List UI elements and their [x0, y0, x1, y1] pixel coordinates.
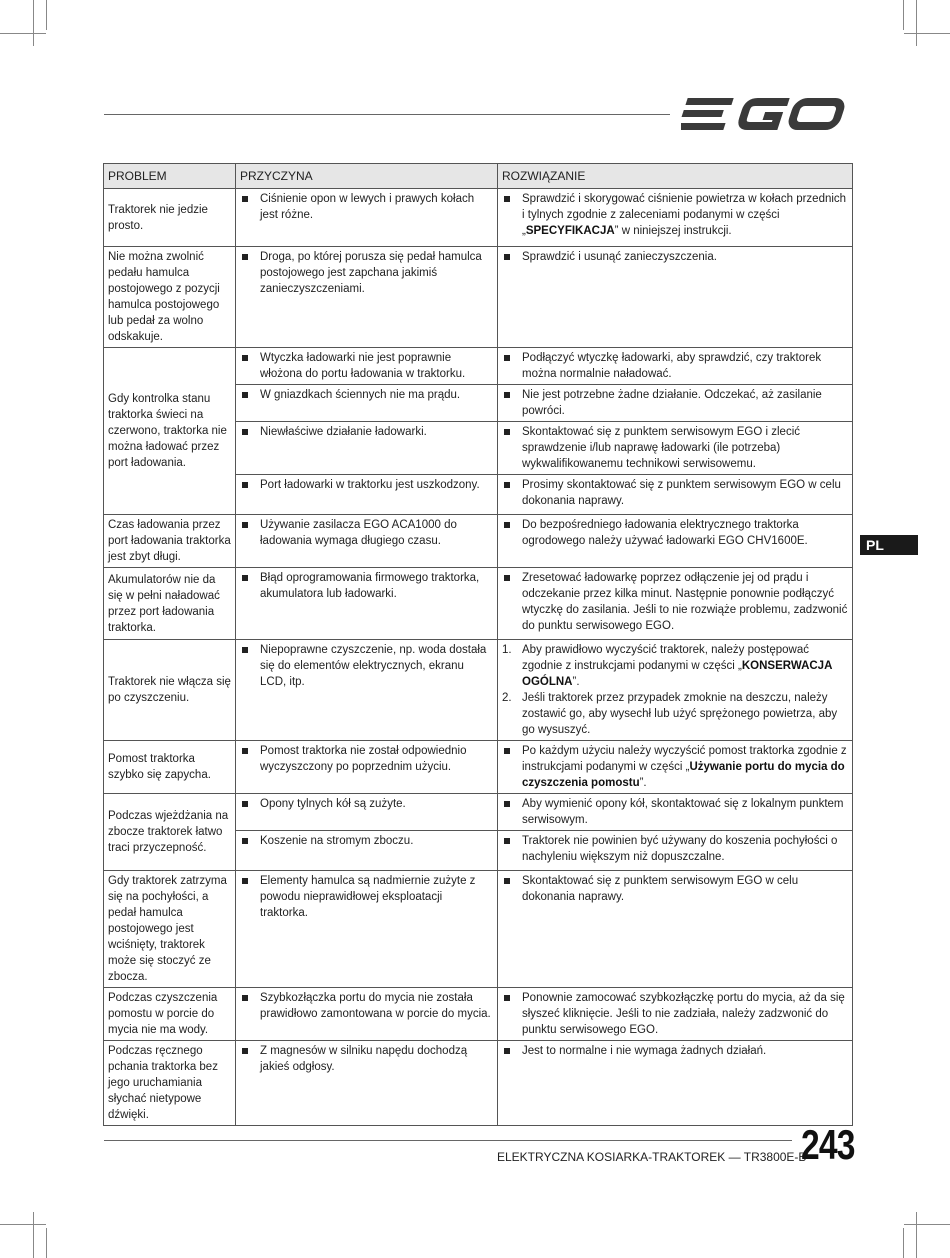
cause-cell [236, 988, 498, 1041]
cause-cell [236, 741, 498, 794]
solution-cell [498, 189, 853, 247]
cause-text: Niewłaściwe działanie ładowarki. [240, 424, 493, 440]
table-row [104, 871, 853, 988]
cause-text: Elementy hamulca są nadmiernie zużyte z powodu nieprawidłowej eksploatacji traktorka. [240, 873, 493, 921]
header-rule [104, 114, 670, 115]
solution-text: Prosimy skontaktować się z punktem serwisowym EGO w celu dokonania naprawy. [502, 477, 848, 509]
cause-text: Droga, po której porusza się pedał hamulca postojowego jest zapchana jakimiś zanieczyszczeniami. [240, 249, 493, 297]
cause-cell [236, 871, 498, 988]
cause-cell [236, 385, 498, 422]
header-problem: PROBLEM [104, 164, 236, 189]
solution-cell [498, 475, 853, 515]
crop-mark [903, 1228, 904, 1258]
problem-cell: Traktorek nie jedzie prosto. [104, 189, 236, 247]
solution-cell [498, 871, 853, 988]
problem-cell: Podczas czyszczenia pomostu w porcie do mycia nie ma wody. [104, 988, 236, 1041]
solution-cell [498, 831, 853, 871]
solution-text: Do bezpośredniego ładowania elektrycznego traktorka ogrodowego należy używać ładowarki EGO CHV1600E. [502, 517, 848, 549]
solution-text: Traktorek nie powinien być używany do koszenia pochyłości o nachyleniu większym niż dopuszczalne. [502, 833, 848, 865]
cause-cell [236, 247, 498, 348]
cause-text: Błąd oprogramowania firmowego traktorka, akumulatora lub ładowarki. [240, 570, 493, 602]
table-row [104, 988, 853, 1041]
solution-cell [498, 988, 853, 1041]
solution-step: 1. Aby prawidłowo wyczyścić traktorek, należy postępować zgodnie z instrukcjami podanymi w części „KONSERWACJA OGÓLNA”. [502, 644, 832, 688]
solution-text: Po każdym użyciu należy wyczyścić pomost traktorka zgodnie z instrukcjami podanymi w części „Używanie portu do mycia do czyszczenia pomostu”. [502, 743, 848, 791]
table-row [104, 568, 853, 640]
crop-mark [33, 1212, 34, 1258]
solution-cell [498, 568, 853, 640]
problem-cell: Akumulatorów nie da się w pełni naładować przez port ładowania traktorka. [104, 568, 236, 640]
problem-cell: Podczas ręcznego pchania traktorka bez jego uruchamiania słychać nietypowe dźwięki. [104, 1041, 236, 1126]
table-row [104, 741, 853, 794]
crop-mark [0, 33, 46, 34]
crop-mark [903, 0, 904, 30]
solution-text: Jest to normalne i nie wymaga żadnych działań. [502, 1043, 848, 1059]
header-cause: PRZYCZYNA [236, 164, 498, 189]
cause-text: Niepoprawne czyszczenie, np. woda dostała się do elementów elektrycznych, ekranu LCD, itp. [240, 642, 493, 690]
table-row [104, 247, 853, 348]
cause-cell [236, 640, 498, 741]
crop-mark [33, 0, 34, 46]
solution-cell [498, 794, 853, 831]
problem-cell: Gdy kontrolka stanu traktorka świeci na czerwono, traktorka nie można ładować przez port ładowania. [104, 348, 236, 515]
table-row [104, 515, 853, 568]
cause-text: Szybkozłączka portu do mycia nie została prawidłowo zamontowana w porcie do mycia. [240, 990, 493, 1022]
language-tab: PL [860, 535, 918, 555]
troubleshooting-table [103, 163, 853, 1126]
cause-cell [236, 189, 498, 247]
problem-cell: Gdy traktorek zatrzyma się na pochyłości, a pedał hamulca postojowego jest wciśnięty, traktorek może się stoczyć ze zbocza. [104, 871, 236, 988]
cause-text: Wtyczka ładowarki nie jest poprawnie włożona do portu ładowania w traktorku. [240, 350, 493, 382]
crop-mark [0, 1224, 46, 1225]
table-row [104, 1041, 853, 1126]
page-number: 243 [801, 1121, 855, 1168]
cause-text: Ciśnienie opon w lewych i prawych kołach jest różne. [240, 191, 493, 223]
cause-text: Używanie zasilacza EGO ACA1000 do ładowania wymaga długiego czasu. [240, 517, 493, 549]
cause-cell [236, 515, 498, 568]
table-row [104, 189, 853, 247]
solution-cell [498, 515, 853, 568]
cause-text: Opony tylnych kół są zużyte. [240, 796, 493, 812]
problem-cell: Czas ładowania przez port ładowania traktorka jest zbyt długi. [104, 515, 236, 568]
crop-mark [904, 33, 950, 34]
solution-cell [498, 422, 853, 475]
cause-cell [236, 422, 498, 475]
solution-cell [498, 385, 853, 422]
problem-cell: Traktorek nie włącza się po czyszczeniu. [104, 640, 236, 741]
crop-mark [904, 1224, 950, 1225]
cause-text: Z magnesów w silniku napędu dochodzą jakieś odgłosy. [240, 1043, 493, 1075]
solution-cell [498, 247, 853, 348]
cause-cell [236, 831, 498, 871]
crop-mark [916, 1212, 917, 1258]
cause-text: Pomost traktorka nie został odpowiednio wyczyszczony po poprzednim użyciu. [240, 743, 493, 775]
solution-step: 2. Jeśli traktorek przez przypadek zmoknie na deszczu, należy zostawić go, aby wysechł lub użyć sprężonego powietrza, aby go wysuszyć. [502, 692, 838, 736]
problem-cell: Podczas wjeżdżania na zbocze traktorek łatwo traci przyczepność. [104, 794, 236, 871]
solution-cell [498, 640, 853, 741]
cause-text: Port ładowarki w traktorku jest uszkodzony. [240, 477, 493, 493]
solution-text: Zresetować ładowarkę poprzez odłączenie jej od prądu i odczekanie przez kilka minut. Następnie ponownie podłączyć wtyczkę do zasilania. Jeśli to nie rozwiąże problemu, zadzwonić do punktu serwisowego EGO. [502, 570, 848, 634]
crop-mark [916, 0, 917, 46]
solution-cell [498, 348, 853, 385]
table-header-row [104, 164, 853, 189]
solution-text: Sprawdzić i usunąć zanieczyszczenia. [502, 249, 848, 265]
solution-text: Aby wymienić opony kół, skontaktować się z lokalnym punktem serwisowym. [502, 796, 848, 828]
cause-cell [236, 348, 498, 385]
crop-mark [46, 1228, 47, 1258]
header-solution: ROZWIĄZANIE [498, 164, 853, 189]
cause-cell [236, 1041, 498, 1126]
cause-cell [236, 794, 498, 831]
solution-cell [498, 741, 853, 794]
table-row [104, 794, 853, 831]
solution-text: Skontaktować się z punktem serwisowym EGO w celu dokonania naprawy. [502, 873, 848, 905]
cause-text: Koszenie na stromym zboczu. [240, 833, 493, 849]
cause-text: W gniazdkach ściennych nie ma prądu. [240, 387, 493, 403]
solution-text: Ponownie zamocować szybkozłączkę portu do mycia, aż da się słyszeć kliknięcie. Jeśli to nie zadziała, należy zadzwonić do punktu serwisowego EGO. [502, 990, 848, 1038]
solution-text: Sprawdzić i skorygować ciśnienie powietrza w kołach przednich i tylnych zgodnie z zaleceniami podanymi w części „SPECYFIKACJA” w niniejszej instrukcji. [502, 191, 848, 239]
table-row [104, 348, 853, 385]
ego-logo [681, 94, 853, 134]
cause-cell [236, 475, 498, 515]
footer-title: ELEKTRYCZNA KOSIARKA-TRAKTOREK — TR3800E-B [497, 1150, 807, 1164]
problem-cell: Nie można zwolnić pedału hamulca postojowego z pozycji hamulca postojowego lub pedał za wolno odskakuje. [104, 247, 236, 348]
table-row [104, 640, 853, 741]
cause-cell [236, 568, 498, 640]
solution-cell [498, 1041, 853, 1126]
solution-text: Nie jest potrzebne żadne działanie. Odczekać, aż zasilanie powróci. [502, 387, 848, 419]
footer-rule [104, 1140, 792, 1141]
problem-cell: Pomost traktorka szybko się zapycha. [104, 741, 236, 794]
solution-text: Skontaktować się z punktem serwisowym EGO i zlecić sprawdzenie i/lub naprawę ładowarki (ile potrzeba) wykwalifikowanemu technikowi serwisowemu. [502, 424, 848, 472]
crop-mark [46, 0, 47, 30]
solution-text: Podłączyć wtyczkę ładowarki, aby sprawdzić, czy traktorek można normalnie naładować. [502, 350, 848, 382]
